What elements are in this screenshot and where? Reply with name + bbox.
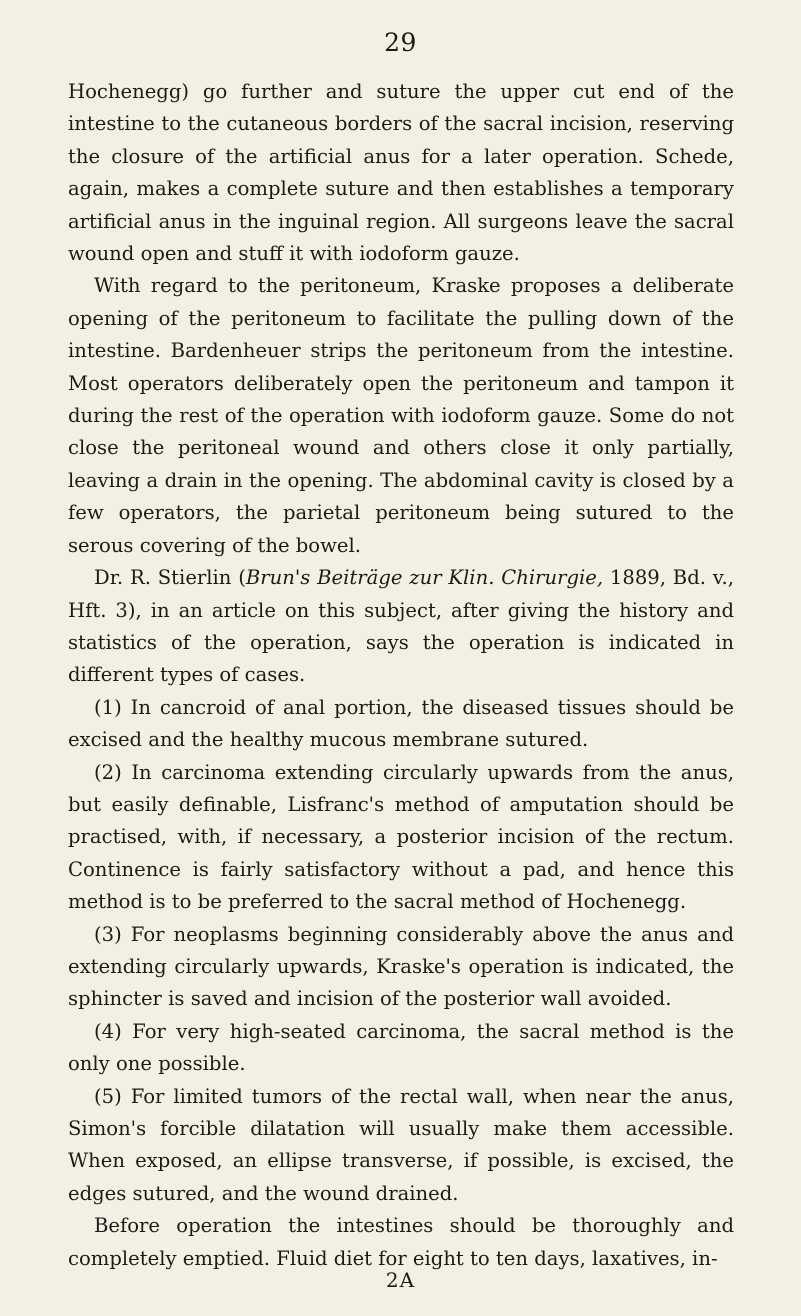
- paragraph-peritoneum: With regard to the peritoneum, Kraske proposes a deliberate opening of the peritoneum to facilitate the pulling down of the intestine. Bardenheuer strips the peritoneum from the intestine. Most operators deliberately open the peritoneum and tampon it during the rest of the operation with iodoform gauze. Some do not close the peritoneal wound and others close it only partially, leaving a drain in the opening. The abdominal cavity is closed by a few operators, the parietal peritoneum being sutured to the serous covering of the bowel.: [68, 274, 734, 557]
- citation-text-before: Dr. R. Stierlin (: [94, 566, 246, 590]
- paragraph-case-5: (5) For limited tumors of the rectal wall, when near the anus, Simon's forcible dilatation will usually make them accessible. When exposed, an ellipse transverse, if possible, is excised, the edges sutured, and the wound drained.: [68, 1084, 734, 1205]
- signature-mark: 2A: [385, 1268, 416, 1292]
- page-number: 29: [384, 28, 417, 57]
- citation-journal-title: Brun's Beiträge zur Klin. Chirurgie,: [245, 566, 604, 590]
- paragraph-hochenegg: Hochenegg) go further and suture the upper cut end of the intestine to the cutaneous borders of the sacral incision, reserving the closure of the artificial anus for a later operation. Schede, again, makes a complete suture and then establishes a temporary artificial anus in the inguinal region. All surgeons leave the sacral wound open and stuff it with iodoform gauze.: [68, 80, 734, 266]
- citation-text-after: 1889, Bd. v., Hft. 3), in an article on this subject, after giving the history and statistics of the operation, says the operation is indicated in different types of cases.: [68, 566, 734, 687]
- paragraph-case-3: (3) For neoplasms beginning considerably above the anus and extending circularly upwards, Kraske's operation is indicated, the sphincter is saved and incision of the posterior wall avoided.: [68, 922, 734, 1011]
- paragraph-preparation: Before operation the intestines should be thoroughly and completely emptied. Fluid diet for eight to ten days, laxatives, in-: [68, 1214, 734, 1270]
- paragraph-case-1: (1) In cancroid of anal portion, the diseased tissues should be excised and the healthy mucous membrane sutured.: [68, 695, 734, 752]
- paragraph-case-2: (2) In carcinoma extending circularly upwards from the anus, but easily definable, Lisfranc's method of amputation should be practised, with, if necessary, a posterior incision of the rectum. Continence is fairly satisfactory without a pad, and hence this method is to be preferred to the sacral method of Hochenegg.: [68, 760, 734, 914]
- paragraph-stierlin-citation: [68, 562, 734, 692]
- paragraph-case-4: (4) For very high-seated carcinoma, the sacral method is the only one possible.: [68, 1019, 734, 1076]
- body-text: [68, 76, 734, 1275]
